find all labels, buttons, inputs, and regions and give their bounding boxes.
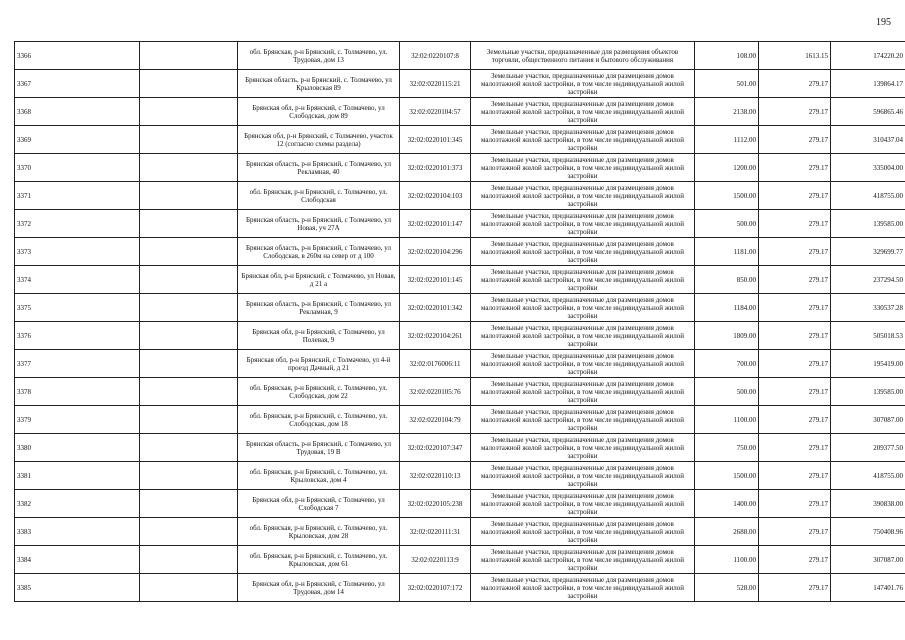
cadastral-number-cell: 32:02:0220107:347	[400, 434, 471, 462]
land-use-cell: Земельные участки, предназначенные для размещения домов малоэтажной жилой застройки, в том числе индивидуальной жилой застройки	[471, 70, 695, 98]
cadastral-value-cell: 307087.00	[831, 546, 905, 574]
row-number-cell: 3366	[15, 42, 140, 70]
row-number-cell: 3385	[15, 574, 140, 602]
row-number-cell: 3375	[15, 294, 140, 322]
cadastral-value-cell: 418755.00	[831, 182, 905, 210]
cadastral-value-cell: 418755.00	[831, 462, 905, 490]
cadastral-number-cell: 32:02:0220113:9	[400, 546, 471, 574]
cadastral-number-cell: 32:02:0220101:373	[400, 154, 471, 182]
rate-cell: 279.17	[759, 266, 831, 294]
rate-cell: 279.17	[759, 294, 831, 322]
blank-cell	[140, 154, 238, 182]
address-cell: обл. Брянская, р-н Брянский, с. Толмачево, ул. Слободская, дом 18	[238, 406, 400, 434]
cadastral-value-cell: 390838.00	[831, 490, 905, 518]
rate-cell: 279.17	[759, 350, 831, 378]
area-cell: 1400.00	[695, 490, 759, 518]
cadastral-number-cell: 32:02:0220101:345	[400, 126, 471, 154]
land-use-cell: Земельные участки, предназначенные для размещения домов малоэтажной жилой застройки, в том числе индивидуальной жилой застройки	[471, 266, 695, 294]
blank-cell	[140, 98, 238, 126]
blank-cell	[140, 518, 238, 546]
table-row	[15, 98, 905, 126]
address-cell: Брянская область, р-н Брянский, с Толмачево, ул Слободская, в 260м на север от д 100	[238, 238, 400, 266]
table-row	[15, 490, 905, 518]
table-row	[15, 378, 905, 406]
blank-cell	[140, 210, 238, 238]
row-number-cell: 3370	[15, 154, 140, 182]
address-cell: обл. Брянская, р-н Брянский, с. Толмачево, ул. Крыловская, дом 61	[238, 546, 400, 574]
cadastral-value-cell: 139585.00	[831, 210, 905, 238]
blank-cell	[140, 238, 238, 266]
area-cell: 1100.00	[695, 546, 759, 574]
blank-cell	[140, 42, 238, 70]
rate-cell: 279.17	[759, 462, 831, 490]
row-number-cell: 3378	[15, 378, 140, 406]
area-cell: 501.00	[695, 70, 759, 98]
land-use-cell: Земельные участки, предназначенные для размещения домов малоэтажной жилой застройки, в том числе индивидуальной жилой застройки	[471, 462, 695, 490]
address-cell: Брянская обл, р-н Брянский, с Толмачево, участок 12 (согласно схемы раздела)	[238, 126, 400, 154]
land-use-cell: Земельные участки, предназначенные для размещения домов малоэтажной жилой застройки, в том числе индивидуальной жилой застройки	[471, 182, 695, 210]
land-use-cell: Земельные участки, предназначенные для размещения домов малоэтажной жилой застройки, в том числе индивидуальной жилой застройки	[471, 406, 695, 434]
blank-cell	[140, 546, 238, 574]
row-number-cell: 3384	[15, 546, 140, 574]
address-cell: Брянская обл, р-н Брянский, с Толмачево, ул 4-й проезд Дачный, д 21	[238, 350, 400, 378]
cadastral-number-cell: 32:02:0220104:103	[400, 182, 471, 210]
cadastral-value-cell: 237294.50	[831, 266, 905, 294]
blank-cell	[140, 350, 238, 378]
row-number-cell: 3383	[15, 518, 140, 546]
land-use-cell: Земельные участки, предназначенные для размещения домов малоэтажной жилой застройки, в том числе индивидуальной жилой застройки	[471, 378, 695, 406]
blank-cell	[140, 378, 238, 406]
row-number-cell: 3381	[15, 462, 140, 490]
blank-cell	[140, 126, 238, 154]
area-cell: 1181.00	[695, 238, 759, 266]
row-number-cell: 3382	[15, 490, 140, 518]
cadastral-number-cell: 32:02:0220104:296	[400, 238, 471, 266]
table-row	[15, 154, 905, 182]
land-use-cell: Земельные участки, предназначенные для размещения домов малоэтажной жилой застройки, в том числе индивидуальной жилой застройки	[471, 350, 695, 378]
area-cell: 850.00	[695, 266, 759, 294]
area-cell: 1500.00	[695, 462, 759, 490]
area-cell: 750.00	[695, 434, 759, 462]
table-row	[15, 518, 905, 546]
cadastral-value-cell: 596865.46	[831, 98, 905, 126]
land-use-cell: Земельные участки, предназначенные для размещения домов малоэтажной жилой застройки, в том числе индивидуальной жилой застройки	[471, 322, 695, 350]
row-number-cell: 3371	[15, 182, 140, 210]
table-row	[15, 238, 905, 266]
row-number-cell: 3367	[15, 70, 140, 98]
land-use-cell: Земельные участки, предназначенные для размещения домов малоэтажной жилой застройки, в том числе индивидуальной жилой застройки	[471, 490, 695, 518]
rate-cell: 279.17	[759, 378, 831, 406]
blank-cell	[140, 182, 238, 210]
address-cell: Брянская обл, р-н Брянский, с Толмачево, ул Слободская, дом 89	[238, 98, 400, 126]
cadastral-value-cell: 195419.00	[831, 350, 905, 378]
area-cell: 2138.00	[695, 98, 759, 126]
cadastral-number-cell: 32:02:0220101:147	[400, 210, 471, 238]
land-use-cell: Земельные участки, предназначенные для размещения домов малоэтажной жилой застройки, в том числе индивидуальной жилой застройки	[471, 238, 695, 266]
address-cell: обл. Брянская, р-н Брянский, с. Толмачево, ул. Крыловская, дом 4	[238, 462, 400, 490]
cadastral-number-cell: 32:02:0220115:21	[400, 70, 471, 98]
land-use-cell: Земельные участки, предназначенные для размещения домов малоэтажной жилой застройки, в том числе индивидуальной жилой застройки	[471, 98, 695, 126]
cadastral-number-cell: 32:02:0220110:13	[400, 462, 471, 490]
address-cell: Брянская обл, р-н Брянский, с Толмачево, ул Трудовая, дом 14	[238, 574, 400, 602]
cadastral-number-cell: 32:02:0220101:145	[400, 266, 471, 294]
cadastral-number-cell: 32:02:0220111:31	[400, 518, 471, 546]
land-use-cell: Земельные участки, предназначенные для размещения домов малоэтажной жилой застройки, в том числе индивидуальной жилой застройки	[471, 574, 695, 602]
table-row	[15, 350, 905, 378]
address-cell: Брянская обл, р-н Брянский, с Толмачево, ул Слободская 7	[238, 490, 400, 518]
land-use-cell: Земельные участки, предназначенные для размещения домов малоэтажной жилой застройки, в том числе индивидуальной жилой застройки	[471, 294, 695, 322]
rate-cell: 279.17	[759, 546, 831, 574]
rate-cell: 279.17	[759, 406, 831, 434]
row-number-cell: 3369	[15, 126, 140, 154]
area-cell: 108.00	[695, 42, 759, 70]
cadastral-value-cell: 335004.00	[831, 154, 905, 182]
cadastral-value-cell: 750408.96	[831, 518, 905, 546]
cadastral-value-cell: 329699.77	[831, 238, 905, 266]
rate-cell: 279.17	[759, 98, 831, 126]
cadastral-number-cell: 32:02:0220104:57	[400, 98, 471, 126]
cadastral-value-cell: 505018.53	[831, 322, 905, 350]
rate-cell: 279.17	[759, 322, 831, 350]
area-cell: 528.00	[695, 574, 759, 602]
cadastral-number-cell: 32:02:0220105:76	[400, 378, 471, 406]
registry-body	[15, 42, 905, 602]
cadastral-number-cell: 32:02:0220107:172	[400, 574, 471, 602]
address-cell: обл. Брянская, р-н Брянский, с. Толмачево, ул. Трудовая, дом 13	[238, 42, 400, 70]
table-row	[15, 322, 905, 350]
land-use-cell: Земельные участки, предназначенные для размещения домов малоэтажной жилой застройки, в том числе индивидуальной жилой застройки	[471, 126, 695, 154]
row-number-cell: 3368	[15, 98, 140, 126]
blank-cell	[140, 490, 238, 518]
rate-cell: 279.17	[759, 518, 831, 546]
table-row	[15, 42, 905, 70]
address-cell: Брянская обл, р-н Брянский, с Толмачево, ул Полевая, 9	[238, 322, 400, 350]
row-number-cell: 3380	[15, 434, 140, 462]
table-row	[15, 70, 905, 98]
area-cell: 1100.00	[695, 406, 759, 434]
rate-cell: 279.17	[759, 490, 831, 518]
table-row	[15, 182, 905, 210]
table-row	[15, 434, 905, 462]
cadastral-number-cell: 32:02:0220104:79	[400, 406, 471, 434]
rate-cell: 279.17	[759, 574, 831, 602]
land-use-cell: Земельные участки, предназначенные для размещения домов малоэтажной жилой застройки, в том числе индивидуальной жилой застройки	[471, 210, 695, 238]
land-use-cell: Земельные участки, предназначенные для размещения домов малоэтажной жилой застройки, в том числе индивидуальной жилой застройки	[471, 518, 695, 546]
blank-cell	[140, 406, 238, 434]
cadastral-value-cell: 147401.76	[831, 574, 905, 602]
table-row	[15, 406, 905, 434]
cadastral-value-cell: 307087.00	[831, 406, 905, 434]
rate-cell: 279.17	[759, 238, 831, 266]
address-cell: Брянская область, р-н Брянский, с Толмачево, ул Трудовая, 19 В	[238, 434, 400, 462]
rate-cell: 279.17	[759, 154, 831, 182]
row-number-cell: 3379	[15, 406, 140, 434]
cadastral-value-cell: 310437.04	[831, 126, 905, 154]
rate-cell: 279.17	[759, 182, 831, 210]
blank-cell	[140, 294, 238, 322]
area-cell: 1200.00	[695, 154, 759, 182]
rate-cell: 1613.15	[759, 42, 831, 70]
area-cell: 1184.00	[695, 294, 759, 322]
cadastral-value-cell: 174220.20	[831, 42, 905, 70]
cadastral-number-cell: 32:02:0220107:8	[400, 42, 471, 70]
cadastral-number-cell: 32:02:0176006:11	[400, 350, 471, 378]
table-row	[15, 294, 905, 322]
table-row	[15, 266, 905, 294]
land-use-cell: Земельные участки, предназначенные для размещения домов малоэтажной жилой застройки, в том числе индивидуальной жилой застройки	[471, 154, 695, 182]
address-cell: Брянская обл, р-н Брянский, с Толмачево, ул Новая, д 21 а	[238, 266, 400, 294]
blank-cell	[140, 434, 238, 462]
land-use-cell: Земельные участки, предназначенные для размещения объектов торговли, общественного питания и бытового обслуживания	[471, 42, 695, 70]
cadastral-value-cell: 209377.50	[831, 434, 905, 462]
address-cell: Брянская область, р-н Брянский, с Толмачево, ул Рекламная, 9	[238, 294, 400, 322]
land-use-cell: Земельные участки, предназначенные для размещения домов малоэтажной жилой застройки, в том числе индивидуальной жилой застройки	[471, 434, 695, 462]
row-number-cell: 3376	[15, 322, 140, 350]
area-cell: 1112.00	[695, 126, 759, 154]
table-row	[15, 462, 905, 490]
area-cell: 2688.00	[695, 518, 759, 546]
address-cell: Брянская область, р-н Брянский, с Толмачево, ул Рекламная, 40	[238, 154, 400, 182]
page-number: 195	[876, 17, 891, 28]
rate-cell: 279.17	[759, 126, 831, 154]
cadastral-number-cell: 32:02:0220101:342	[400, 294, 471, 322]
table-row	[15, 126, 905, 154]
cadastral-value-cell: 330537.28	[831, 294, 905, 322]
row-number-cell: 3374	[15, 266, 140, 294]
land-use-cell: Земельные участки, предназначенные для размещения домов малоэтажной жилой застройки, в том числе индивидуальной жилой застройки	[471, 546, 695, 574]
row-number-cell: 3377	[15, 350, 140, 378]
rate-cell: 279.17	[759, 434, 831, 462]
address-cell: Брянская область, р-н Брянский, с Толмачево, ул Новая, уч 27А	[238, 210, 400, 238]
cadastral-value-cell: 139864.17	[831, 70, 905, 98]
table-row	[15, 210, 905, 238]
table-row	[15, 574, 905, 602]
area-cell: 700.00	[695, 350, 759, 378]
blank-cell	[140, 462, 238, 490]
row-number-cell: 3372	[15, 210, 140, 238]
rate-cell: 279.17	[759, 210, 831, 238]
address-cell: обл. Брянская, р-н Брянский, с. Толмачево, ул. Слободская, дом 22	[238, 378, 400, 406]
area-cell: 500.00	[695, 210, 759, 238]
blank-cell	[140, 70, 238, 98]
land-registry-table	[14, 41, 905, 602]
cadastral-number-cell: 32:02:0220104:261	[400, 322, 471, 350]
area-cell: 1809.00	[695, 322, 759, 350]
table-row	[15, 546, 905, 574]
area-cell: 500.00	[695, 378, 759, 406]
rate-cell: 279.17	[759, 70, 831, 98]
address-cell: Брянская область, р-н Брянский, с. Толмачево, ул Крыловская 89	[238, 70, 400, 98]
address-cell: обл. Брянская, р-н Брянский, с. Толмачево, ул. Слободская	[238, 182, 400, 210]
cadastral-number-cell: 32:02:0220105:238	[400, 490, 471, 518]
blank-cell	[140, 574, 238, 602]
blank-cell	[140, 322, 238, 350]
area-cell: 1500.00	[695, 182, 759, 210]
address-cell: обл. Брянская, р-н Брянский, с. Толмачево, ул. Крыловская, дом 28	[238, 518, 400, 546]
cadastral-value-cell: 139585.00	[831, 378, 905, 406]
row-number-cell: 3373	[15, 238, 140, 266]
blank-cell	[140, 266, 238, 294]
